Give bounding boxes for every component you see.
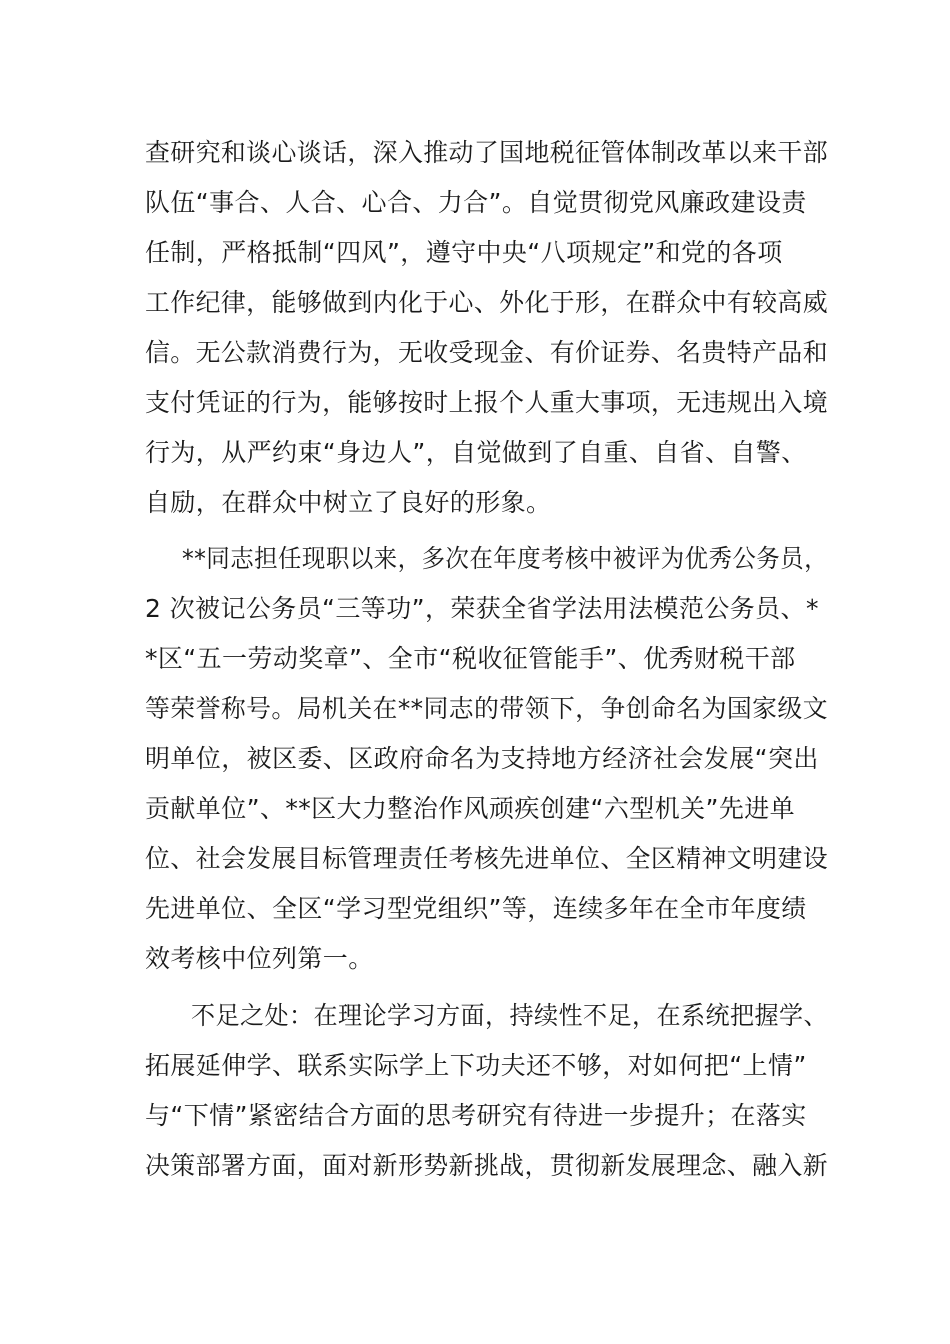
paragraph-1-line-3: 任制，严格抵制“四风”，遵守中央“八项规定”和党的各项	[145, 238, 783, 267]
paragraph-2-line-5: 明单位，被区委、区政府命名为支持地方经济社会发展“突出	[145, 744, 819, 773]
paragraph-1-line-2: 队伍“事合、人合、心合、力合”。自觉贯彻党风廉政建设责	[145, 188, 807, 217]
paragraph-3-line-1: 不足之处：在理论学习方面，持续性不足，在系统把握学、	[191, 1001, 828, 1030]
paragraph-1-line-6: 支付凭证的行为，能够按时上报个人重大事项，无违规出入境	[145, 388, 828, 417]
paragraph-1-line-1: 查研究和谈心谈话，深入推动了国地税征管体制改革以来干部	[145, 138, 828, 167]
paragraph-2-line-9: 效考核中位列第一。	[145, 944, 374, 973]
paragraph-2-line-8: 先进单位、全区“学习型党组织”等，连续多年在全市年度绩	[145, 894, 807, 923]
paragraph-3-line-3: 与“下情”紧密结合方面的思考研究有待进一步提升；在落实	[145, 1101, 807, 1130]
paragraph-2-line-6: 贡献单位”、**区大力整治作风顽疾创建“六型机关”先进单	[145, 794, 796, 823]
paragraph-2-line-3: *区“五一劳动奖章”、全市“税收征管能手”、优秀财税干部	[145, 644, 796, 673]
paragraph-1-line-4: 工作纪律，能够做到内化于心、外化于形，在群众中有较高威	[145, 288, 828, 317]
paragraph-1-line-8: 自励，在群众中树立了良好的形象。	[145, 488, 552, 517]
paragraph-2-line-7: 位、社会发展目标管理责任考核先进单位、全区精神文明建设	[145, 844, 828, 873]
paragraph-3-line-4: 决策部署方面，面对新形势新挑战，贯彻新发展理念、融入新	[145, 1151, 828, 1180]
paragraph-1-line-7: 行为，从严约束“身边人”，自觉做到了自重、自省、自警、	[145, 438, 807, 467]
paragraph-2-line-1: **同志担任现职以来，多次在年度考核中被评为优秀公务员，	[182, 544, 828, 573]
paragraph-2-line-2: 2 次被记公务员“三等功”，荣获全省学法用法模范公务员、*	[145, 594, 819, 623]
paragraph-3-line-2: 拓展延伸学、联系实际学上下功夫还不够，对如何把“上情”	[145, 1051, 807, 1080]
paragraph-2-line-4: 等荣誉称号。局机关在**同志的带领下，争创命名为国家级文	[145, 694, 828, 723]
paragraph-1-line-5: 信。无公款消费行为，无收受现金、有价证券、名贵特产品和	[145, 338, 828, 367]
